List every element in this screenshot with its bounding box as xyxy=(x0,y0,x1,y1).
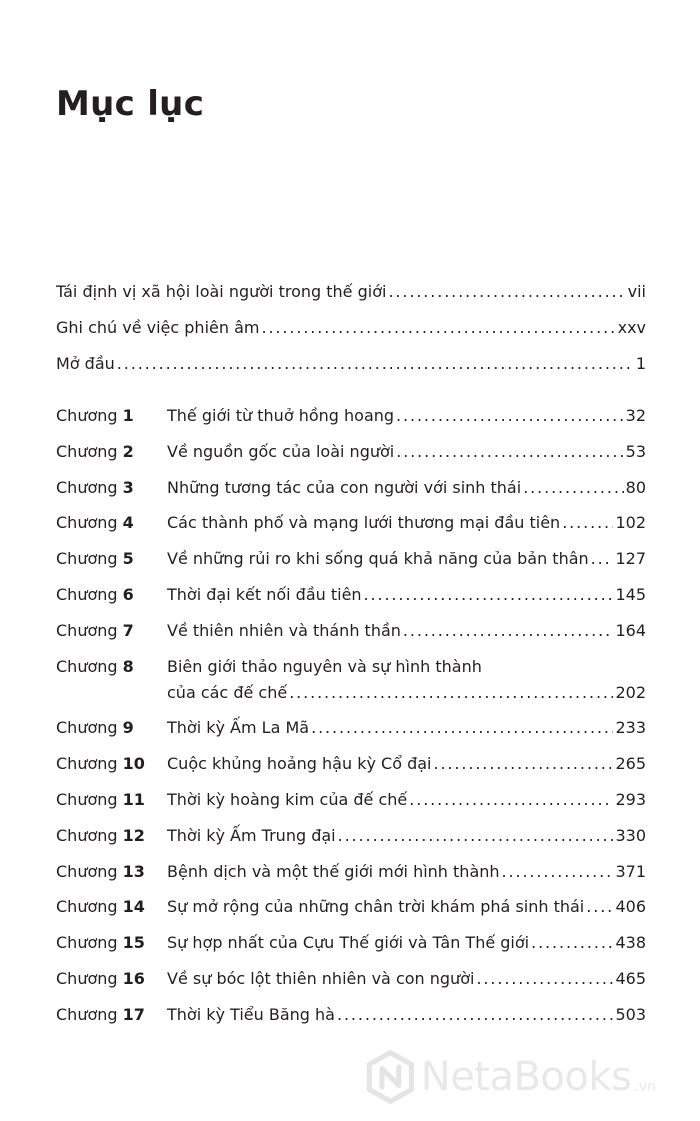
chapter-word: Chương xyxy=(56,754,118,774)
watermark-logo xyxy=(366,1044,656,1110)
chapter-word: Chương xyxy=(56,933,118,953)
chapter-number: 3 xyxy=(122,477,134,497)
dot-leader xyxy=(388,282,625,302)
neta-hexagon-logo-icon xyxy=(366,1045,415,1109)
toc-front-matter-item xyxy=(56,318,646,338)
toc-page-number: 53 xyxy=(625,441,646,461)
chapter-label xyxy=(56,897,145,917)
toc-entry-title: Tái định vị xã hội loài người trong thế giới xyxy=(56,282,387,301)
toc-entry-title: Về nguồn gốc của loài người xyxy=(167,441,395,461)
dot-leader xyxy=(476,969,613,989)
toc-front-matter-item xyxy=(56,282,646,302)
toc-chapter-item xyxy=(56,442,646,462)
chapter-number: 10 xyxy=(122,754,145,774)
toc-entry-title: Thế giới từ thuở hồng hoang xyxy=(167,406,395,425)
chapter-label xyxy=(56,657,134,677)
toc-page-number: 503 xyxy=(615,1004,646,1024)
toc-entry-title: Biên giới thảo nguyên và sự hình thành xyxy=(167,656,482,676)
toc-chapter-item xyxy=(56,513,646,533)
toc-chapter-item xyxy=(56,1005,646,1025)
chapter-label xyxy=(56,621,134,641)
toc-entry-title: Những tương tác của con người với sinh thái xyxy=(167,477,522,497)
dot-leader xyxy=(261,318,615,338)
chapter-label xyxy=(56,969,145,989)
chapter-word: Chương xyxy=(56,969,118,988)
chapter-label xyxy=(56,585,134,605)
chapter-number: 13 xyxy=(122,861,145,881)
chapter-word: Chương xyxy=(56,477,118,497)
toc-page-number: 265 xyxy=(615,754,646,774)
toc-chapter-item xyxy=(56,754,646,774)
dot-leader xyxy=(591,549,614,569)
dot-leader xyxy=(338,826,614,846)
chapter-number: 5 xyxy=(122,549,134,569)
chapter-word: Chương xyxy=(56,620,118,640)
toc-page-number: vii xyxy=(627,282,646,301)
chapter-number: 14 xyxy=(122,897,145,917)
chapter-number: 6 xyxy=(122,585,134,604)
toc-entry-title: Thời kỳ hoàng kim của đế chế xyxy=(167,790,408,809)
toc-chapter-item xyxy=(56,718,646,738)
toc-page-number: 127 xyxy=(615,549,646,569)
toc-chapter-item xyxy=(56,826,646,846)
chapter-word: Chương xyxy=(56,861,118,881)
chapter-number: 15 xyxy=(122,933,145,953)
toc-page-number: xxv xyxy=(617,318,646,337)
toc-entry-title: Về sự bóc lột thiên nhiên và con người xyxy=(167,969,475,988)
chapter-label xyxy=(56,754,145,774)
chapter-number: 4 xyxy=(122,513,134,533)
toc-chapter-item xyxy=(56,585,646,605)
toc-entry-title: Thời kỳ Ấm La Mã xyxy=(167,718,310,738)
toc-chapter-item xyxy=(56,657,646,703)
toc-page-number: 1 xyxy=(635,354,646,373)
toc-entry-title: của các đế chế xyxy=(167,682,288,702)
chapter-label xyxy=(56,718,134,738)
toc-page-number: 371 xyxy=(615,861,646,881)
chapter-word: Chương xyxy=(56,1004,118,1024)
dot-leader xyxy=(289,683,613,703)
toc-entry-title: Cuộc khủng hoảng hậu kỳ Cổ đại xyxy=(167,754,432,774)
dot-leader xyxy=(396,442,623,462)
chapter-word: Chương xyxy=(56,513,118,533)
chapter-word: Chương xyxy=(56,549,118,569)
toc-entry-title: Về thiên nhiên và thánh thần xyxy=(167,620,401,640)
toc-page-number: 32 xyxy=(625,406,646,425)
chapter-word: Chương xyxy=(56,897,118,917)
toc-chapter-item xyxy=(56,969,646,989)
chapter-word: Chương xyxy=(56,406,118,425)
dot-leader xyxy=(523,478,623,498)
toc-entry-title: Thời kỳ Ấm Trung đại xyxy=(167,825,336,845)
toc-entry-title: Về những rủi ro khi sống quá khả năng của bản thân xyxy=(167,549,589,569)
chapter-label xyxy=(56,790,145,810)
chapter-word: Chương xyxy=(56,585,118,604)
chapter-number: 9 xyxy=(122,718,134,738)
toc-page-number: 293 xyxy=(615,790,646,809)
chapter-label xyxy=(56,478,134,498)
toc-page-number: 80 xyxy=(625,477,646,497)
chapter-word: Chương xyxy=(56,718,118,738)
dot-leader xyxy=(117,354,634,374)
toc-chapter-item xyxy=(56,478,646,498)
chapter-label xyxy=(56,826,145,846)
chapter-number: 16 xyxy=(122,969,145,988)
dot-leader xyxy=(364,585,614,605)
watermark-brand: NetaBooks xyxy=(420,1054,632,1100)
toc-entry-title: Thời kỳ Tiểu Băng hà xyxy=(167,1004,335,1024)
toc-chapter-item xyxy=(56,406,646,426)
chapter-number: 8 xyxy=(122,656,134,676)
page-title: Mục lục xyxy=(56,84,205,124)
toc-entry-title: Ghi chú về việc phiên âm xyxy=(56,318,260,337)
toc-page-number: 465 xyxy=(615,969,646,988)
toc-front-matter-item xyxy=(56,354,646,374)
chapter-number: 1 xyxy=(122,406,134,425)
chapter-word: Chương xyxy=(56,790,118,809)
toc-entry-title: Mở đầu xyxy=(56,354,115,373)
dot-leader xyxy=(562,513,613,533)
dot-leader xyxy=(502,862,614,882)
toc-entry-title: Các thành phố và mạng lưới thương mại đầu tiên xyxy=(167,513,561,533)
toc-page-number: 164 xyxy=(615,620,646,640)
toc-entry-title: Bệnh dịch và một thế giới mới hình thành xyxy=(167,861,500,881)
toc-page-number: 102 xyxy=(615,513,646,533)
dot-leader xyxy=(531,933,613,953)
toc-chapter-item xyxy=(56,933,646,953)
chapter-label xyxy=(56,933,145,953)
chapter-label xyxy=(56,513,134,533)
chapter-number: 11 xyxy=(122,790,145,809)
toc-page-number: 145 xyxy=(615,585,646,604)
toc-entry-title: Sự mở rộng của những chân trời khám phá sinh thái xyxy=(167,897,585,917)
toc-page-number: 330 xyxy=(615,825,646,845)
chapter-number: 17 xyxy=(122,1004,145,1024)
dot-leader xyxy=(337,1005,613,1025)
toc-chapter-item xyxy=(56,549,646,569)
dot-leader xyxy=(311,718,613,738)
chapter-number: 12 xyxy=(122,825,145,845)
dot-leader xyxy=(586,897,613,917)
chapter-label xyxy=(56,406,134,426)
chapter-word: Chương xyxy=(56,656,118,676)
chapter-number: 7 xyxy=(122,620,134,640)
chapter-word: Chương xyxy=(56,825,118,845)
chapter-label xyxy=(56,862,145,882)
dot-leader xyxy=(433,754,613,774)
dot-leader xyxy=(409,790,613,810)
chapter-label xyxy=(56,549,134,569)
toc-page-number: 233 xyxy=(615,718,646,738)
chapter-label xyxy=(56,442,134,462)
toc-chapter-item xyxy=(56,862,646,882)
dot-leader xyxy=(403,621,614,641)
toc-entry-title: Sự hợp nhất của Cựu Thế giới và Tân Thế giới xyxy=(167,933,530,953)
dot-leader xyxy=(396,406,624,426)
toc-chapter-item xyxy=(56,790,646,810)
watermark-suffix: .vn xyxy=(634,1079,656,1095)
chapter-label xyxy=(56,1005,145,1025)
toc-chapter-item xyxy=(56,621,646,641)
chapter-word: Chương xyxy=(56,441,118,461)
toc-page-number: 202 xyxy=(615,682,646,702)
toc-page-number: 438 xyxy=(615,933,646,953)
toc-entry-title: Thời đại kết nối đầu tiên xyxy=(167,585,362,604)
chapter-number: 2 xyxy=(122,441,134,461)
toc-chapter-item xyxy=(56,897,646,917)
toc-page-number: 406 xyxy=(615,897,646,917)
